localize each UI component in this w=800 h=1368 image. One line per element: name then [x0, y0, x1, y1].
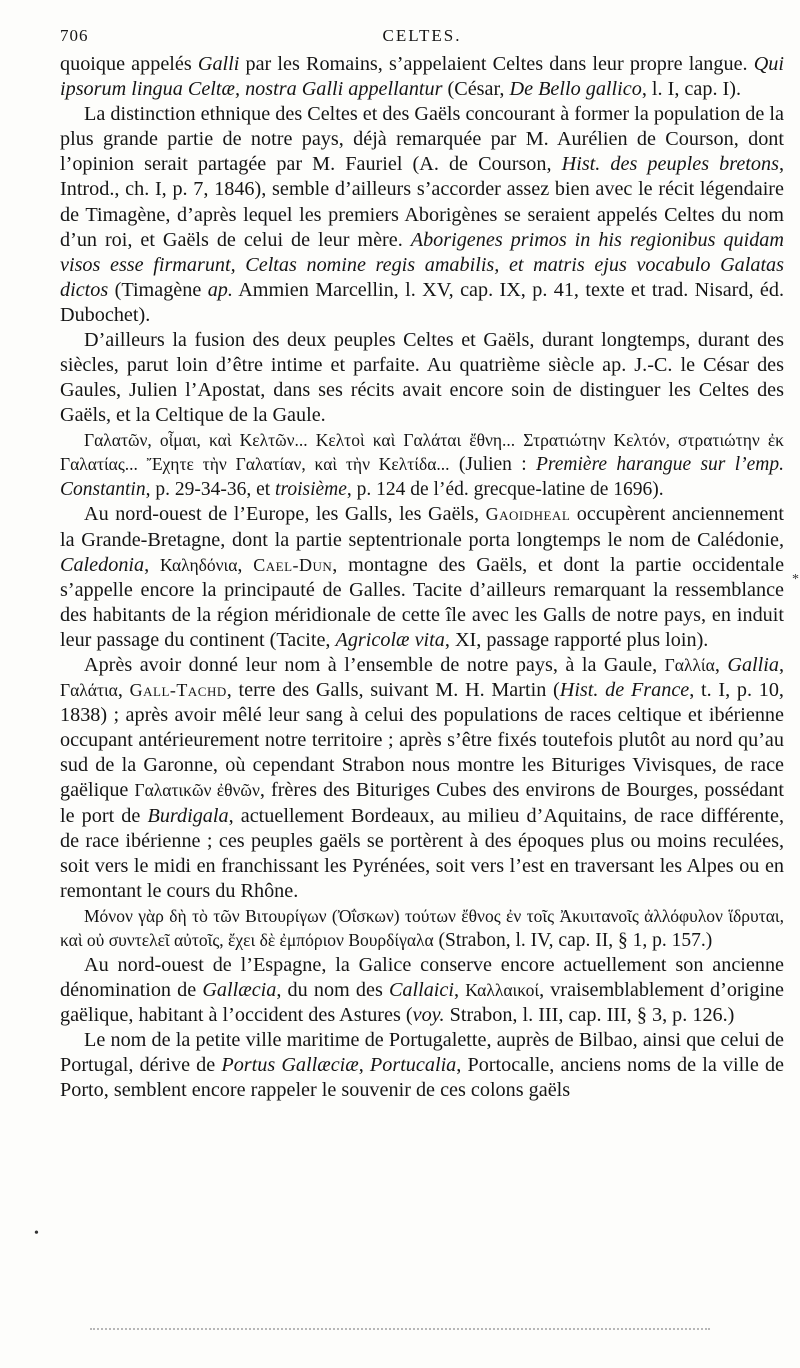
greek-quote-strabon [60, 904, 784, 953]
text-run: , frères des Bituriges Cubes des environs de Bourges, possédant le port de [60, 779, 784, 827]
text-run: quoique appelés [60, 53, 198, 75]
text-run: , [117, 679, 130, 702]
italic-run: Gallia [727, 653, 779, 676]
latin-quote: Aborigenes primos in his regionibus quidam visos esse firmarunt, Celtas nomine regis amabilis, et matris ejus vocabulo Galatas dictos [60, 228, 784, 301]
italic-run: ap. [207, 278, 233, 301]
greek-text: Γαλατικῶν ἐθνῶν [134, 780, 260, 801]
text-run: Strabon, l. III, cap. III, § 3, p. 126.) [444, 1004, 735, 1027]
text-run: , Portocalle, anciens noms de la ville de Porto, semblent encore rappeler le souvenir de ces colons gaëls [60, 1054, 785, 1102]
small-caps-run: Gall-Tachd [129, 680, 227, 701]
greek-text: Καληδόνια [159, 554, 238, 575]
text-run: , [358, 1054, 370, 1077]
paragraph-1 [60, 52, 784, 102]
document-page [60, 22, 784, 1103]
page-header [60, 22, 784, 52]
text-run: , XI, passage rapporté plus loin). [444, 628, 709, 651]
italic-run: troisième [275, 479, 347, 501]
citation-title: Première harangue sur l’emp. Constantin [60, 454, 784, 501]
text-run: , p. 29-34-36, et [145, 479, 276, 501]
greek-quote-julien [60, 428, 784, 502]
citation-title: Agricolæ vita [335, 628, 445, 651]
text-run: Après avoir donné leur nom à l’ensemble de notre pays, à la Gaule, [84, 653, 665, 676]
text-run: (Julien : [449, 454, 536, 476]
citation-title: Hist. de France [559, 679, 690, 702]
text-run: , du nom des [276, 979, 389, 1001]
running-title: CELTES. [382, 26, 462, 45]
paragraph-3 [60, 328, 784, 428]
citation-title: Hist. des peuples bretons [561, 153, 779, 176]
greek-text: Μόνον γὰρ δὴ τὸ τῶν Βιτουρίγων (Ὀΐσκων) τούτων ἔθνος ἐν τοῖς Ἀκυιτανοῖς ἀλλόφυλον ἵδρυται, καὶ οὐ συντελεῖ αὐτοῖς, ἔχει δὲ ἐμπόριον Βουρδίγαλα [60, 905, 784, 950]
italic-run: voy. [412, 1004, 445, 1027]
italic-run: Portus Gallæciæ [221, 1054, 359, 1077]
text-run: occupèrent anciennement la Grande-Bretagne, dont la partie septentrionale porta longtemps le nom de Calédonie, [60, 503, 784, 551]
text-run: , [237, 553, 254, 576]
text-run: , p. 124 de l’éd. grecque-latine de 1696). [346, 479, 664, 501]
text-run: , montagne des Gaëls, et dont la partie occidentale s’appelle encore la principauté de Galles. Tacite d’ailleurs remarquant la ressemblance des habitants de la région méridionale de cette île avec les Galls de notre pays, en induit leur passage du continent (Tacite, [60, 553, 785, 651]
greek-text: Γαλατῶν, οἶμαι, καὶ Κελτῶν... Κελτοὶ καὶ Γαλάται ἔθνη... Στρατιώτην Κελτόν, στρατιώτην ἐκ Γαλατίας... Ἔχητε τὴν Γαλατίαν, καὶ τὴν Κελτίδα... [60, 430, 784, 475]
margin-dot-icon: • [34, 1226, 39, 1241]
italic-run: Galli [197, 53, 240, 75]
text-run: , [778, 653, 784, 676]
text-run: (Timagène [108, 278, 208, 301]
paragraph-2 [60, 102, 784, 328]
text-run: Le nom de la petite ville maritime de Portugalette, auprès de Bilbao, ainsi que celui de Portugal, dérive de [60, 1029, 784, 1077]
text-run: , [714, 653, 728, 676]
latin-quote: Qui ipsorum lingua Celtæ, nostra Galli appellantur [60, 53, 784, 101]
text-run: D’ailleurs la fusion des deux peuples Celtes et Gaëls, durant longtemps, durant des siècles, parut loin d’être intime et parfaite. Au quatrième siècle ap. J.-C. le César des Gaules, Julien l’Apostat, dans ses récits avait encore soin de distinguer les Celtes des Gaëls, et la Celtique de la Gaule. [60, 329, 784, 427]
paragraph-7 [60, 1028, 784, 1103]
paragraph-4 [60, 502, 784, 653]
text-run: , Introd., ch. I, p. 7, 1846), semble d’ailleurs s’accorder assez bien avec le récit légendaire de Timagène, d’après lequel les premiers Aborigènes se seraient appelés Celtes du nom d’un roi, et Gaëls de celui de leur mère. [60, 153, 784, 251]
greek-text: Γαλλία [664, 654, 715, 675]
text-run: (Strabon, l. IV, cap. II, § 1, p. 157.) [433, 929, 713, 951]
paragraph-6 [60, 953, 784, 1028]
body-text [60, 52, 784, 1103]
small-caps-run: Gaoidheal [485, 504, 571, 525]
italic-run: Portucalia [369, 1054, 457, 1077]
text-run: , l. I, cap. I). [641, 78, 742, 101]
page-number: 706 [60, 26, 89, 45]
text-run: , [144, 553, 160, 576]
text-run: (César, [442, 78, 510, 101]
italic-run: Burdigala [147, 804, 229, 827]
greek-text: Καλλαικοί [465, 980, 540, 1000]
text-run: , terre des Galls, suivant M. H. Martin ( [226, 679, 560, 702]
text-run: , actuellement Bordeaux, au milieu d’Aquitains, de race différente, de race ibérienne ; ces peuples gaëls se portèrent à des époques plus ou moins reculées, soit vers le midi en franchissant les Pyrénées, soit vers l’est en traversant les Alpes ou en remontant le cours du Rhône. [60, 804, 784, 902]
text-run: , [454, 979, 466, 1001]
text-run: par les Romains, s’appelaient Celtes dans leur propre langue. [239, 53, 754, 75]
footer-dotted-rule [90, 1328, 710, 1330]
text-run: , vraisemblablement d’origine gaëlique, habitant à l’occident des Astures ( [60, 979, 784, 1027]
text-run: , t. I, p. 10, 1838) ; après avoir mêlé leur sang à celui des populations de races celtique et ibérienne occupant antérieurement notre territoire ; après s’être fixés toutefois plutôt au nord qu’au sud de la Garonne, où cependant Strabon nous montre les Bituriges Vivisques, de race gaëlique [60, 679, 784, 802]
italic-run: Caledonia [60, 553, 145, 576]
text-run: Au nord-ouest de l’Europe, les Galls, les Gaëls, [84, 503, 486, 526]
citation-title: De Bello gallico [509, 78, 642, 101]
text-run: Au nord-ouest de l’Espagne, la Galice conserve encore actuellement son ancienne dénomination de [60, 953, 784, 1001]
italic-run: Callaici [388, 979, 454, 1001]
text-run: Ammien Marcellin, l. XV, cap. IX, p. 41, texte et trad. Nisard, éd. Dubochet). [60, 278, 784, 326]
paragraph-5 [60, 653, 784, 904]
text-run: La distinction ethnique des Celtes et des Gaëls concourant à former la population de la plus grande partie de notre pays, déjà remarquée par M. Aurélien de Courson, dont l’opinion serait partagée par M. Fauriel (A. de Courson, [60, 103, 784, 176]
italic-run: Gallæcia [202, 979, 277, 1001]
greek-text: Γαλάτια [60, 680, 118, 701]
margin-asterisk-icon: * [792, 572, 799, 587]
small-caps-run: Cael-Dun [253, 554, 333, 575]
